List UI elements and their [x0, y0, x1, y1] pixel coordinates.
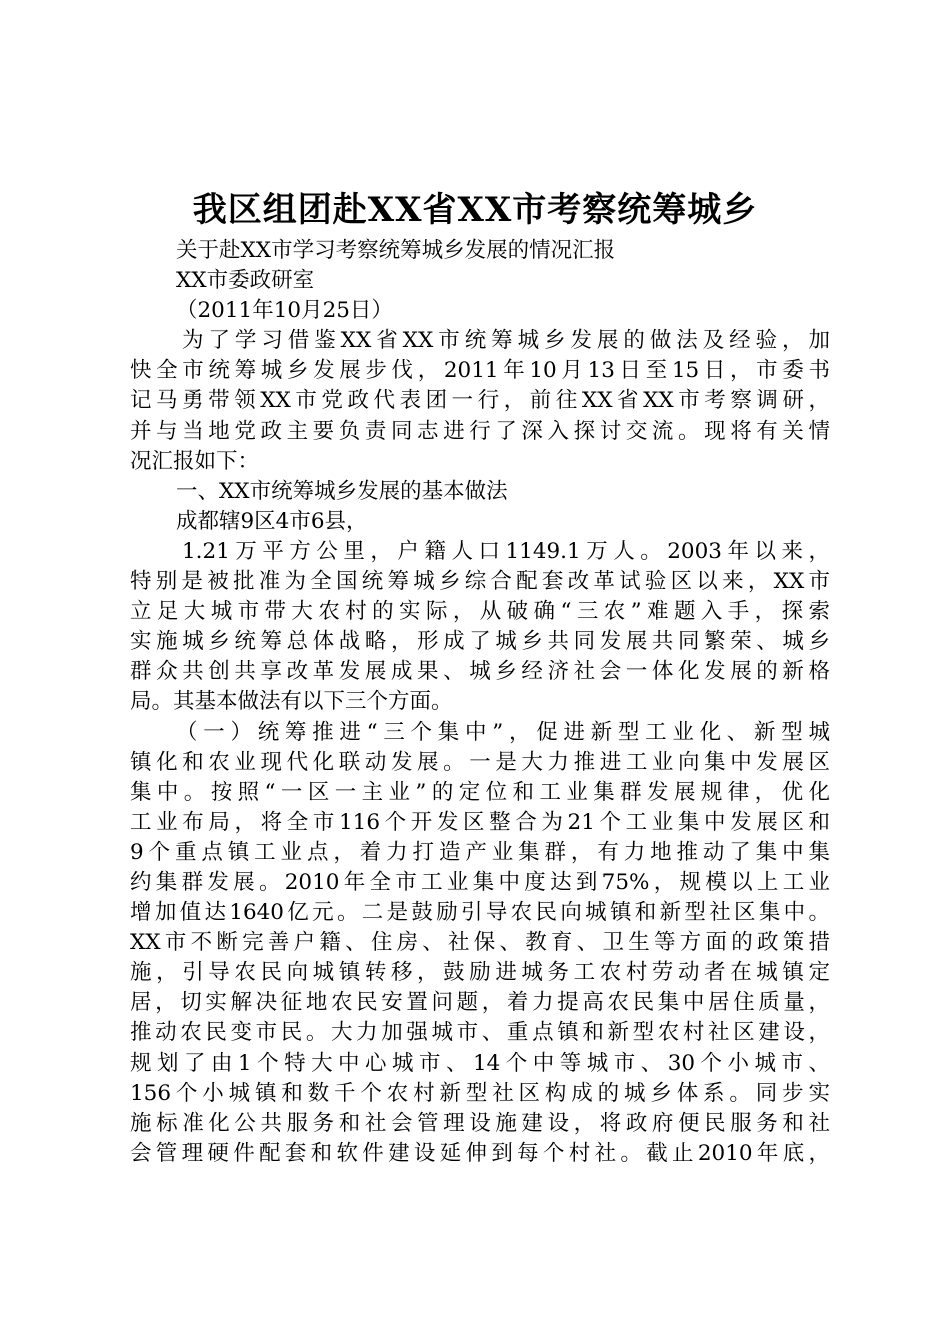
body-line: 特别是被批准为全国统筹城乡综合配套改革试验区以来，XX市	[130, 569, 830, 595]
document-title: 我区组团赴XX省XX市考察统筹城乡	[192, 190, 758, 230]
body-line: 立足大城市带大农村的实际，从破确“三农”难题入手，探索	[130, 599, 830, 625]
body-line: 工业布局，将全市116个开发区整合为21个工业集中发展区和	[130, 809, 830, 835]
body-line: 并与当地党政主要负责同志进行了深入探讨交流。现将有关情	[130, 418, 830, 444]
body-line: 施，引导农民向城镇转移，鼓励进城务工农村劳动者在城镇定	[130, 960, 830, 986]
body-line: 实施城乡统筹总体战略，形成了城乡共同发展共同繁荣、城乡	[130, 629, 830, 655]
subsection-line: （一）统筹推进“三个集中”，促进新型工业化、新型城	[176, 719, 830, 745]
body-line: 群众共创共享改革发展成果、城乡经济社会一体化发展的新格	[130, 659, 830, 685]
body-line: 局。其基本做法有以下三个方面。	[130, 689, 453, 715]
body-line: 集中。按照“一区一主业”的定位和工业集群发展规律，优化	[130, 779, 830, 805]
body-line: 156个小城镇和数千个农村新型社区构成的城乡体系。同步实	[130, 1080, 830, 1106]
body-line: 成都辖9区4市6县，	[176, 508, 368, 534]
body-line: 规划了由1个特大中心城市、14个中等城市、30个小城市、	[130, 1050, 830, 1076]
document-body	[130, 236, 830, 1169]
report-subtitle: 关于赴XX市学习考察统筹城乡发展的情况汇报	[176, 238, 616, 263]
section-heading: 一、XX市统筹城乡发展的基本做法	[176, 478, 508, 504]
report-date: （2011年10月25日）	[176, 298, 393, 324]
body-line: 居，切实解决征地农民安置问题，着力提高农民集中居住质量，	[130, 990, 830, 1016]
body-line: 为了学习借鉴XX省XX市统筹城乡发展的做法及经验，加	[182, 328, 830, 354]
report-author: XX市委政研室	[176, 268, 315, 294]
body-line: 快全市统筹城乡发展步伐，2011年10月13日至15日，市委书	[130, 358, 830, 384]
body-line: 施标准化公共服务和社会管理设施建设，将政府便民服务和社	[130, 1110, 830, 1136]
body-line: 镇化和农业现代化联动发展。一是大力推进工业向集中发展区	[130, 749, 830, 775]
body-line: 1.21万平方公里，户籍人口1149.1万人。2003年以来，	[182, 538, 830, 564]
body-line: 况汇报如下：	[130, 448, 260, 474]
body-line: 记马勇带领XX市党政代表团一行，前往XX省XX市考察调研，	[130, 388, 830, 414]
body-line: 会管理硬件配套和软件建设延伸到每个村社。截止2010年底，	[130, 1140, 830, 1166]
body-line: XX市不断完善户籍、住房、社保、教育、卫生等方面的政策措	[130, 930, 830, 956]
body-line: 约集群发展。2010年全市工业集中度达到75%，规模以上工业	[130, 869, 830, 895]
body-line: 9个重点镇工业点，着力打造产业集群，有力地推动了集中集	[130, 839, 830, 865]
body-line: 推动农民变市民。大力加强城市、重点镇和新型农村社区建设，	[130, 1020, 830, 1046]
body-line: 增加值达1640亿元。二是鼓励引导农民向城镇和新型社区集中。	[130, 900, 830, 926]
